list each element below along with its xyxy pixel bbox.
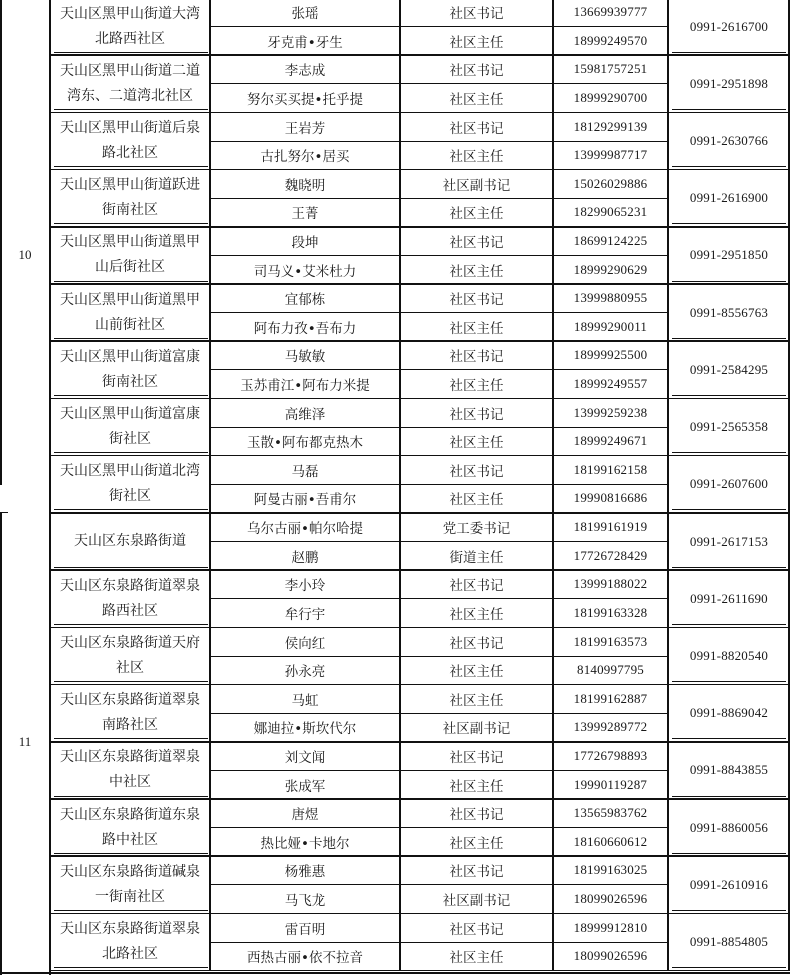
person-mobile: 18160660612 xyxy=(573,833,648,849)
table-rule xyxy=(672,853,786,854)
person-title: 社区书记 xyxy=(449,864,504,881)
community-name: 天山区黑甲山街道跃进街南社区 xyxy=(60,177,200,219)
block-number: 10 xyxy=(18,247,32,263)
table-rule xyxy=(210,83,668,84)
person-name: 司马义•艾米杜力 xyxy=(253,263,357,280)
table-rule xyxy=(399,513,400,971)
person-mobile: 18999912810 xyxy=(573,919,648,935)
person-mobile: 18199161919 xyxy=(573,519,648,535)
person-title: 社区副书记 xyxy=(442,177,511,194)
table-rule xyxy=(54,681,208,682)
office-phone: 0991-8869042 xyxy=(689,705,769,721)
person-mobile: 18999249570 xyxy=(573,32,648,48)
person-mobile: 18199163025 xyxy=(573,862,648,878)
person-name: 阿曼古丽•吾甫尔 xyxy=(253,492,357,509)
table-rule xyxy=(49,970,790,972)
person-mobile: 18999290011 xyxy=(573,318,648,334)
table-rule xyxy=(672,509,786,510)
office-phone: 0991-2617153 xyxy=(689,533,769,549)
person-mobile: 18199162887 xyxy=(573,690,648,706)
person-mobile: 18199163573 xyxy=(573,633,648,649)
office-phone: 0991-2607600 xyxy=(689,476,769,492)
table-rule xyxy=(672,681,786,682)
community-name: 天山区东泉路街道 xyxy=(74,533,186,550)
person-title: 党工委书记 xyxy=(442,521,511,538)
person-name: 王岩芳 xyxy=(284,120,326,137)
table-rule xyxy=(399,0,400,513)
person-name: 刘文闻 xyxy=(284,750,326,767)
person-name: 马磊 xyxy=(291,463,319,480)
person-mobile: 18699124225 xyxy=(573,233,648,249)
person-name: 马飞龙 xyxy=(284,893,326,910)
table-rule xyxy=(210,942,668,943)
table-rule xyxy=(210,713,668,714)
table-rule xyxy=(672,738,786,739)
person-name: 努尔买买提•托乎提 xyxy=(247,92,363,109)
table-rule xyxy=(210,598,668,599)
table-rule xyxy=(210,26,668,27)
person-name: 唐煜 xyxy=(291,807,319,824)
table-rule xyxy=(672,796,786,797)
table-rule xyxy=(672,223,786,224)
community-name: 天山区东泉路街道天府社区 xyxy=(60,634,200,676)
table-rule xyxy=(49,0,50,513)
office-phone: 0991-8860056 xyxy=(689,819,769,835)
person-title: 街道主任 xyxy=(449,549,504,566)
community-name: 天山区黑甲山街道大湾北路西社区 xyxy=(60,5,200,47)
person-name: 西热古丽•依不拉音 xyxy=(247,950,363,967)
person-mobile: 18129299139 xyxy=(573,118,648,134)
person-name: 玉苏甫江•阿布力米提 xyxy=(240,378,370,395)
person-name: 牟行宇 xyxy=(284,607,326,624)
table-rule xyxy=(54,567,208,568)
community-name: 天山区黑甲山街道黑甲山前街社区 xyxy=(60,291,200,333)
person-mobile: 18999290629 xyxy=(573,261,648,277)
person-title: 社区主任 xyxy=(449,492,504,509)
person-title: 社区主任 xyxy=(449,778,504,795)
table-rule xyxy=(210,656,668,657)
person-title: 社区副书记 xyxy=(442,721,511,738)
person-name: 李小玲 xyxy=(284,578,326,595)
table-rule xyxy=(54,910,208,911)
table-rule xyxy=(54,338,208,339)
table-rule xyxy=(672,281,786,282)
person-title: 社区书记 xyxy=(449,349,504,366)
office-phone: 0991-2630766 xyxy=(689,132,769,148)
person-title: 社区副书记 xyxy=(442,893,511,910)
person-mobile: 15026029886 xyxy=(573,175,648,191)
person-name: 热比娅•卡地尔 xyxy=(260,835,350,852)
person-title: 社区书记 xyxy=(449,578,504,595)
office-phone: 0991-2951850 xyxy=(689,247,769,263)
office-phone: 0991-2616900 xyxy=(689,190,769,206)
table-rule xyxy=(210,541,668,542)
person-name: 雷百明 xyxy=(284,921,326,938)
person-title: 社区主任 xyxy=(449,320,504,337)
table-rule xyxy=(210,770,668,771)
person-name: 段坤 xyxy=(291,235,319,252)
table-rule xyxy=(210,484,668,485)
table-rule xyxy=(0,0,1,485)
table-rule xyxy=(0,512,8,513)
office-phone: 0991-2611690 xyxy=(690,590,768,606)
community-name: 天山区黑甲山街道富康街社区 xyxy=(60,405,200,447)
table-rule xyxy=(54,452,208,453)
table-rule xyxy=(49,513,790,514)
person-name: 娜迪拉•斯坎代尔 xyxy=(253,721,357,738)
table-rule xyxy=(210,884,668,885)
community-name: 天山区黑甲山街道富康街南社区 xyxy=(60,348,200,390)
table-rule xyxy=(49,513,50,971)
person-name: 玉散•阿布都克热木 xyxy=(247,435,363,452)
community-name: 天山区东泉路街道翠泉北路社区 xyxy=(60,920,200,962)
person-name: 阿布力孜•吾布力 xyxy=(253,320,357,337)
person-title: 社区书记 xyxy=(449,750,504,767)
office-phone: 0991-8843855 xyxy=(689,762,769,778)
person-mobile: 13999188022 xyxy=(573,576,648,592)
person-title: 社区主任 xyxy=(449,263,504,280)
person-name: 马虹 xyxy=(291,692,319,709)
office-phone: 0991-8854805 xyxy=(689,933,769,949)
person-mobile: 18099026596 xyxy=(573,891,648,907)
community-name: 天山区黑甲山街道北湾街社区 xyxy=(60,463,200,505)
table-rule xyxy=(672,624,786,625)
office-phone: 0991-2565358 xyxy=(689,418,769,434)
table-rule xyxy=(210,255,668,256)
table-rule xyxy=(672,52,786,53)
person-name: 李志成 xyxy=(284,63,326,80)
community-name: 天山区黑甲山街道二道湾东、二道湾北社区 xyxy=(60,62,200,104)
table-rule xyxy=(54,395,208,396)
table-rule xyxy=(0,972,790,973)
person-title: 社区书记 xyxy=(449,635,504,652)
person-title: 社区主任 xyxy=(449,149,504,166)
community-name: 天山区东泉路街道碱泉一街南社区 xyxy=(60,863,200,905)
table-rule xyxy=(672,395,786,396)
person-name: 杨雅惠 xyxy=(284,864,326,881)
table-rule xyxy=(0,513,1,975)
person-mobile: 18199162158 xyxy=(573,461,648,477)
person-name: 魏晓明 xyxy=(284,177,326,194)
table-rule xyxy=(552,0,553,513)
person-title: 社区书记 xyxy=(449,807,504,824)
table-rule xyxy=(672,109,786,110)
office-phone: 0991-2610916 xyxy=(689,876,769,892)
table-rule xyxy=(210,312,668,313)
person-title: 社区书记 xyxy=(449,463,504,480)
table-rule xyxy=(54,509,208,510)
table-rule xyxy=(209,0,210,513)
table-rule xyxy=(788,513,789,971)
person-mobile: 18999290700 xyxy=(573,90,648,106)
person-mobile: 15981757251 xyxy=(573,61,648,77)
table-rule xyxy=(672,452,786,453)
community-name: 天山区黑甲山街道黑甲山后街社区 xyxy=(60,234,200,276)
person-name: 孙永亮 xyxy=(284,664,326,681)
person-title: 社区书记 xyxy=(449,6,504,23)
community-name: 天山区东泉路街道东泉路中社区 xyxy=(60,806,200,848)
person-name: 宜郁栋 xyxy=(284,292,326,309)
table-rule xyxy=(672,338,786,339)
table-rule xyxy=(54,738,208,739)
person-mobile: 18999925500 xyxy=(573,347,648,363)
table-rule xyxy=(672,910,786,911)
person-title: 社区主任 xyxy=(449,206,504,223)
person-title: 社区书记 xyxy=(449,921,504,938)
table-rule xyxy=(54,281,208,282)
person-name: 乌尔古丽•帕尔哈提 xyxy=(247,521,363,538)
person-mobile: 13999987717 xyxy=(573,147,648,163)
person-title: 社区主任 xyxy=(449,34,504,51)
table-rule xyxy=(672,967,786,968)
table-rule xyxy=(54,166,208,167)
person-mobile: 13669939777 xyxy=(573,4,648,20)
person-title: 社区书记 xyxy=(449,120,504,137)
person-title: 社区主任 xyxy=(449,664,504,681)
office-phone: 0991-2616700 xyxy=(689,18,769,34)
person-mobile: 18299065231 xyxy=(573,204,648,220)
person-title: 社区主任 xyxy=(449,950,504,967)
table-rule xyxy=(54,967,208,968)
person-title: 社区书记 xyxy=(449,63,504,80)
table-rule xyxy=(54,109,208,110)
person-mobile: 13999289772 xyxy=(573,719,648,735)
person-mobile: 13999880955 xyxy=(573,290,648,306)
person-title: 社区主任 xyxy=(449,435,504,452)
table-rule xyxy=(54,796,208,797)
table-rule xyxy=(209,513,210,971)
person-mobile: 13565983762 xyxy=(573,805,648,821)
person-title: 社区书记 xyxy=(449,235,504,252)
community-name: 天山区东泉路街道翠泉路西社区 xyxy=(60,577,200,619)
person-title: 社区主任 xyxy=(449,92,504,109)
table-rule xyxy=(54,624,208,625)
person-mobile: 19990816686 xyxy=(573,490,648,506)
table-rule xyxy=(210,198,668,199)
person-mobile: 18999249671 xyxy=(573,433,648,449)
person-name: 张瑶 xyxy=(291,6,319,23)
community-name: 天山区东泉路街道翠泉中社区 xyxy=(60,749,200,791)
person-mobile: 18199163328 xyxy=(573,605,648,621)
table-rule xyxy=(210,141,668,142)
person-name: 马敏敏 xyxy=(284,349,326,366)
person-mobile: 18099026596 xyxy=(573,948,648,964)
person-mobile: 17726728429 xyxy=(573,547,648,563)
person-name: 牙克甫•牙生 xyxy=(267,34,343,51)
person-name: 张成军 xyxy=(284,778,326,795)
table-rule xyxy=(667,0,668,513)
table-rule xyxy=(788,0,789,513)
office-phone: 0991-2584295 xyxy=(689,361,769,377)
community-name: 天山区东泉路街道翠泉南路社区 xyxy=(60,692,200,734)
table-rule xyxy=(54,52,208,53)
person-name: 古扎努尔•居买 xyxy=(260,149,350,166)
person-mobile: 8140997795 xyxy=(577,662,644,678)
person-mobile: 18999249557 xyxy=(573,376,648,392)
block-number: 11 xyxy=(18,733,32,749)
table-rule xyxy=(54,223,208,224)
table-rule xyxy=(210,369,668,370)
person-mobile: 17726798893 xyxy=(573,748,648,764)
table-rule xyxy=(54,853,208,854)
person-title: 社区书记 xyxy=(449,292,504,309)
office-phone: 0991-2951898 xyxy=(689,75,769,91)
table-rule xyxy=(210,827,668,828)
community-name: 天山区黑甲山街道后泉路北社区 xyxy=(60,119,200,161)
person-title: 社区书记 xyxy=(449,406,504,423)
office-phone: 0991-8820540 xyxy=(689,647,769,663)
table-rule xyxy=(672,166,786,167)
table-rule xyxy=(667,513,668,971)
table-rule xyxy=(672,567,786,568)
person-title: 社区主任 xyxy=(449,692,504,709)
person-title: 社区主任 xyxy=(449,378,504,395)
person-name: 王菁 xyxy=(291,206,319,223)
office-phone: 0991-8556763 xyxy=(689,304,769,320)
person-title: 社区主任 xyxy=(449,607,504,624)
person-name: 侯向红 xyxy=(284,635,326,652)
table-rule xyxy=(210,427,668,428)
person-title: 社区主任 xyxy=(449,835,504,852)
table-rule xyxy=(552,513,553,971)
person-mobile: 13999259238 xyxy=(573,404,648,420)
person-name: 高维泽 xyxy=(284,406,326,423)
person-name: 赵鹏 xyxy=(291,549,319,566)
person-mobile: 19990119287 xyxy=(573,776,648,792)
